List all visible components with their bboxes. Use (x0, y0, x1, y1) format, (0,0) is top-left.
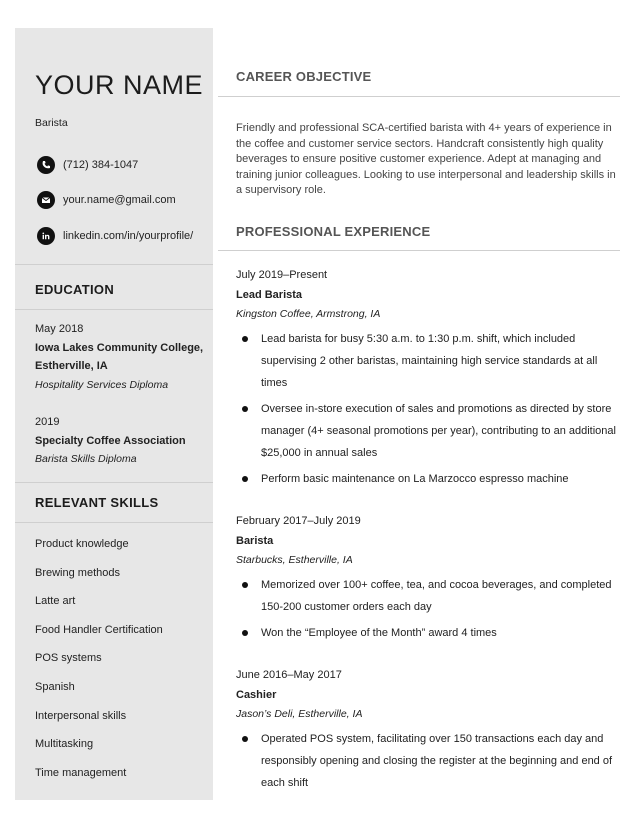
education-degree: Hospitality Services Diploma (35, 378, 169, 391)
job-company: Kingston Coffee, Armstrong, IA (236, 308, 381, 320)
job-bullet: Won the “Employee of the Month” award 4 times (236, 622, 616, 644)
divider (15, 309, 213, 310)
skill-item: Spanish (35, 680, 75, 693)
contact-email[interactable] (37, 191, 176, 209)
objective-heading: CAREER OBJECTIVE (236, 69, 372, 84)
objective-text: Friendly and professional SCA-certified barista with 4+ years of experience in the coffee and customer service sectors. Handcraft consistently high quality beverages to ensure positive customer experience. Adept at managing and training junior colleagues. Looking to use interpersonal and leadership skills in a supervisory role. (236, 122, 616, 196)
skills-list (35, 536, 163, 793)
divider (15, 522, 213, 523)
job-bullet: Lead barista for busy 5:30 a.m. to 1:30 p.m. shift, which included supervising 2 other baristas, maintaining high service standards at all times (236, 328, 616, 394)
phone-icon (37, 156, 55, 174)
skills-heading: RELEVANT SKILLS (35, 495, 159, 510)
job-entry (236, 666, 616, 798)
job-bullets (236, 328, 616, 490)
job-bullets (236, 574, 616, 644)
job-bullet: Memorized over 100+ coffee, tea, and cocoa beverages, and completed 150-200 customer orders each day (236, 574, 616, 618)
email-text: your.name@gmail.com (63, 194, 176, 206)
linkedin-icon (37, 227, 55, 245)
candidate-name: YOUR NAME (35, 70, 204, 100)
contact-phone[interactable] (37, 156, 138, 174)
job-role: Lead Barista (236, 288, 303, 301)
education-date: May 2018 (35, 323, 84, 335)
education-heading: EDUCATION (35, 282, 115, 297)
envelope-icon (37, 191, 55, 209)
divider (15, 482, 213, 483)
job-role: Cashier (236, 688, 277, 701)
job-bullet: Perform basic maintenance on La Marzocco espresso machine (236, 468, 616, 490)
divider (15, 264, 213, 265)
divider (218, 250, 620, 251)
education-school: Iowa Lakes Community College, Estherville, IA (35, 341, 204, 372)
sidebar (15, 28, 213, 800)
job-entry (236, 266, 616, 494)
skill-item: Latte art (35, 595, 76, 608)
skill-item: POS systems (35, 652, 102, 665)
job-title: Barista (35, 117, 68, 129)
education-school: Specialty Coffee Association (35, 434, 186, 447)
skill-item: Product knowledge (35, 538, 129, 550)
job-company: Jason’s Deli, Estherville, IA (236, 708, 363, 720)
linkedin-text: linkedin.com/in/yourprofile/ (63, 230, 194, 242)
job-bullets (236, 728, 616, 794)
phone-text: (712) 384-1047 (63, 159, 139, 171)
education-item (35, 413, 210, 469)
job-role: Barista (236, 534, 274, 547)
skill-item: Interpersonal skills (35, 709, 127, 722)
education-item (35, 320, 210, 394)
contact-linkedin[interactable] (37, 227, 193, 245)
skill-item: Multitasking (35, 738, 94, 751)
job-date: June 2016–May 2017 (236, 669, 342, 681)
skill-item: Time management (35, 766, 127, 779)
education-degree: Barista Skills Diploma (35, 453, 137, 465)
skill-item: Brewing methods (35, 566, 120, 579)
skill-item: Food Handler Certification (35, 623, 163, 636)
job-date: February 2017–July 2019 (236, 515, 361, 527)
divider (218, 96, 620, 97)
job-entry (236, 512, 616, 648)
experience-heading: PROFESSIONAL EXPERIENCE (236, 224, 431, 239)
education-date: 2019 (35, 416, 60, 428)
job-company: Starbucks, Estherville, IA (236, 554, 353, 566)
job-bullet: Operated POS system, facilitating over 150 transactions each day and responsibly opening and closing the register at the beginning and end of each shift (236, 728, 616, 794)
job-date: July 2019–Present (236, 269, 328, 281)
job-bullet: Oversee in-store execution of sales and promotions as directed by store manager (4+ seasonal promotions per year), contributing to an additional $25,000 in annual sales (236, 398, 616, 464)
